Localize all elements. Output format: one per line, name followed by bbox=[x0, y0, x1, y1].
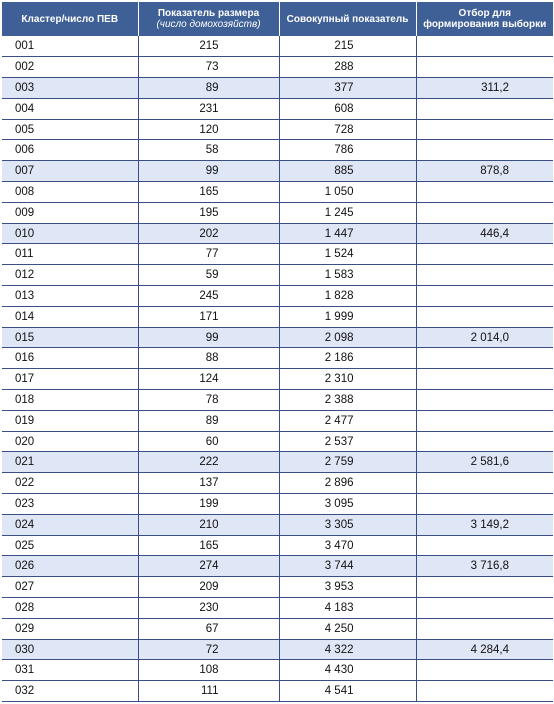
size-measure-cell: 274 bbox=[138, 556, 279, 577]
selection-value-cell bbox=[416, 410, 553, 431]
table-row bbox=[2, 514, 553, 535]
size-measure-cell: 199 bbox=[138, 494, 279, 515]
table-row bbox=[2, 36, 553, 57]
cumulative-measure-cell: 608 bbox=[279, 98, 416, 119]
size-measure-cell: 165 bbox=[138, 535, 279, 556]
cumulative-measure-cell: 2 896 bbox=[279, 473, 416, 494]
selection-value-cell bbox=[416, 473, 553, 494]
selection-value-cell bbox=[416, 369, 553, 390]
cumulative-measure-cell: 1 999 bbox=[279, 306, 416, 327]
size-measure-cell: 111 bbox=[138, 681, 279, 702]
table-row bbox=[2, 535, 553, 556]
cumulative-measure-cell: 3 305 bbox=[279, 514, 416, 535]
cumulative-measure-cell: 1 245 bbox=[279, 202, 416, 223]
table-body bbox=[2, 36, 553, 702]
cluster-id-cell: 020 bbox=[2, 431, 138, 452]
table-row bbox=[2, 306, 553, 327]
size-measure-cell: 222 bbox=[138, 452, 279, 473]
selection-value-cell bbox=[416, 598, 553, 619]
table-row bbox=[2, 618, 553, 639]
selection-value-cell bbox=[416, 390, 553, 411]
table-row bbox=[2, 390, 553, 411]
cumulative-measure-cell: 3 095 bbox=[279, 494, 416, 515]
cluster-id-cell: 027 bbox=[2, 577, 138, 598]
selection-value-cell: 446,4 bbox=[416, 223, 553, 244]
cluster-id-cell: 003 bbox=[2, 78, 138, 99]
selection-value-cell bbox=[416, 681, 553, 702]
cumulative-measure-cell: 288 bbox=[279, 57, 416, 78]
size-measure-cell: 215 bbox=[138, 36, 279, 57]
size-measure-cell: 72 bbox=[138, 639, 279, 660]
cluster-id-cell: 015 bbox=[2, 327, 138, 348]
size-measure-cell: 89 bbox=[138, 78, 279, 99]
cumulative-measure-cell: 728 bbox=[279, 119, 416, 140]
selection-value-cell bbox=[416, 57, 553, 78]
size-measure-cell: 230 bbox=[138, 598, 279, 619]
header-cumulative: Совокупный показатель bbox=[279, 2, 416, 36]
size-measure-cell: 67 bbox=[138, 618, 279, 639]
selection-value-cell bbox=[416, 306, 553, 327]
cumulative-measure-cell: 1 583 bbox=[279, 265, 416, 286]
size-measure-cell: 99 bbox=[138, 161, 279, 182]
selection-value-cell bbox=[416, 265, 553, 286]
cluster-id-cell: 013 bbox=[2, 286, 138, 307]
size-measure-cell: 77 bbox=[138, 244, 279, 265]
cumulative-measure-cell: 4 183 bbox=[279, 598, 416, 619]
size-measure-cell: 99 bbox=[138, 327, 279, 348]
selection-value-cell: 2 014,0 bbox=[416, 327, 553, 348]
table-row bbox=[2, 223, 553, 244]
size-measure-cell: 73 bbox=[138, 57, 279, 78]
selection-value-cell: 4 284,4 bbox=[416, 639, 553, 660]
cluster-id-cell: 021 bbox=[2, 452, 138, 473]
cluster-sampling-table bbox=[2, 2, 553, 702]
table-row bbox=[2, 78, 553, 99]
selection-value-cell bbox=[416, 119, 553, 140]
cluster-id-cell: 023 bbox=[2, 494, 138, 515]
table-row bbox=[2, 556, 553, 577]
header-row bbox=[2, 2, 553, 36]
size-measure-cell: 120 bbox=[138, 119, 279, 140]
cluster-id-cell: 004 bbox=[2, 98, 138, 119]
cluster-id-cell: 007 bbox=[2, 161, 138, 182]
selection-value-cell bbox=[416, 182, 553, 203]
size-measure-cell: 231 bbox=[138, 98, 279, 119]
size-measure-cell: 59 bbox=[138, 265, 279, 286]
table-row bbox=[2, 119, 553, 140]
table-row bbox=[2, 202, 553, 223]
cluster-id-cell: 029 bbox=[2, 618, 138, 639]
cumulative-measure-cell: 4 541 bbox=[279, 681, 416, 702]
header-cluster: Кластер/число ПЕВ bbox=[2, 2, 138, 36]
cumulative-measure-cell: 2 186 bbox=[279, 348, 416, 369]
selection-value-cell: 3 149,2 bbox=[416, 514, 553, 535]
table-row bbox=[2, 244, 553, 265]
cluster-id-cell: 018 bbox=[2, 390, 138, 411]
table-row bbox=[2, 327, 553, 348]
cluster-id-cell: 016 bbox=[2, 348, 138, 369]
size-measure-cell: 89 bbox=[138, 410, 279, 431]
cumulative-measure-cell: 2 477 bbox=[279, 410, 416, 431]
table-row bbox=[2, 410, 553, 431]
size-measure-cell: 245 bbox=[138, 286, 279, 307]
size-measure-cell: 108 bbox=[138, 660, 279, 681]
table-row bbox=[2, 161, 553, 182]
selection-value-cell bbox=[416, 660, 553, 681]
cluster-id-cell: 026 bbox=[2, 556, 138, 577]
cumulative-measure-cell: 1 050 bbox=[279, 182, 416, 203]
table-row bbox=[2, 639, 553, 660]
cumulative-measure-cell: 2 310 bbox=[279, 369, 416, 390]
cluster-id-cell: 010 bbox=[2, 223, 138, 244]
table-row bbox=[2, 598, 553, 619]
size-measure-cell: 60 bbox=[138, 431, 279, 452]
selection-value-cell bbox=[416, 618, 553, 639]
selection-value-cell bbox=[416, 431, 553, 452]
table-row bbox=[2, 452, 553, 473]
sampling-table-container bbox=[2, 2, 553, 702]
size-measure-cell: 137 bbox=[138, 473, 279, 494]
cumulative-measure-cell: 1 524 bbox=[279, 244, 416, 265]
size-measure-cell: 88 bbox=[138, 348, 279, 369]
cumulative-measure-cell: 377 bbox=[279, 78, 416, 99]
selection-value-cell bbox=[416, 140, 553, 161]
table-row bbox=[2, 369, 553, 390]
table-row bbox=[2, 577, 553, 598]
selection-value-cell bbox=[416, 577, 553, 598]
header-selection: Отбор для формирования выборки bbox=[416, 2, 553, 36]
size-measure-cell: 58 bbox=[138, 140, 279, 161]
selection-value-cell: 3 716,8 bbox=[416, 556, 553, 577]
cluster-id-cell: 031 bbox=[2, 660, 138, 681]
cumulative-measure-cell: 215 bbox=[279, 36, 416, 57]
cumulative-measure-cell: 4 430 bbox=[279, 660, 416, 681]
cluster-id-cell: 002 bbox=[2, 57, 138, 78]
cluster-id-cell: 008 bbox=[2, 182, 138, 203]
selection-value-cell bbox=[416, 494, 553, 515]
cumulative-measure-cell: 786 bbox=[279, 140, 416, 161]
selection-value-cell bbox=[416, 36, 553, 57]
table-row bbox=[2, 265, 553, 286]
cumulative-measure-cell: 4 250 bbox=[279, 618, 416, 639]
selection-value-cell: 2 581,6 bbox=[416, 452, 553, 473]
selection-value-cell bbox=[416, 286, 553, 307]
cumulative-measure-cell: 3 953 bbox=[279, 577, 416, 598]
cluster-id-cell: 009 bbox=[2, 202, 138, 223]
cumulative-measure-cell: 3 470 bbox=[279, 535, 416, 556]
selection-value-cell bbox=[416, 98, 553, 119]
table-row bbox=[2, 57, 553, 78]
cluster-id-cell: 030 bbox=[2, 639, 138, 660]
selection-value-cell bbox=[416, 535, 553, 556]
table-row bbox=[2, 98, 553, 119]
cumulative-measure-cell: 1 828 bbox=[279, 286, 416, 307]
selection-value-cell: 311,2 bbox=[416, 78, 553, 99]
table-row bbox=[2, 681, 553, 702]
cumulative-measure-cell: 2 098 bbox=[279, 327, 416, 348]
cluster-id-cell: 011 bbox=[2, 244, 138, 265]
cumulative-measure-cell: 885 bbox=[279, 161, 416, 182]
selection-value-cell bbox=[416, 202, 553, 223]
size-measure-cell: 195 bbox=[138, 202, 279, 223]
table-row bbox=[2, 348, 553, 369]
table-row bbox=[2, 286, 553, 307]
header-size bbox=[138, 2, 279, 36]
size-measure-cell: 165 bbox=[138, 182, 279, 203]
table-row bbox=[2, 660, 553, 681]
cluster-id-cell: 005 bbox=[2, 119, 138, 140]
cluster-id-cell: 001 bbox=[2, 36, 138, 57]
table-header bbox=[2, 2, 553, 36]
cumulative-measure-cell: 1 447 bbox=[279, 223, 416, 244]
cluster-id-cell: 017 bbox=[2, 369, 138, 390]
size-measure-cell: 124 bbox=[138, 369, 279, 390]
size-measure-cell: 209 bbox=[138, 577, 279, 598]
cumulative-measure-cell: 3 744 bbox=[279, 556, 416, 577]
table-row bbox=[2, 182, 553, 203]
size-measure-cell: 78 bbox=[138, 390, 279, 411]
table-row bbox=[2, 431, 553, 452]
size-measure-cell: 171 bbox=[138, 306, 279, 327]
cluster-id-cell: 022 bbox=[2, 473, 138, 494]
cluster-id-cell: 012 bbox=[2, 265, 138, 286]
header-size-label: Показатель размера bbox=[157, 8, 260, 19]
selection-value-cell bbox=[416, 244, 553, 265]
cluster-id-cell: 019 bbox=[2, 410, 138, 431]
table-row bbox=[2, 494, 553, 515]
cluster-id-cell: 025 bbox=[2, 535, 138, 556]
size-measure-cell: 202 bbox=[138, 223, 279, 244]
cluster-id-cell: 006 bbox=[2, 140, 138, 161]
cluster-id-cell: 032 bbox=[2, 681, 138, 702]
cumulative-measure-cell: 2 537 bbox=[279, 431, 416, 452]
size-measure-cell: 210 bbox=[138, 514, 279, 535]
cluster-id-cell: 024 bbox=[2, 514, 138, 535]
selection-value-cell: 878,8 bbox=[416, 161, 553, 182]
table-row bbox=[2, 140, 553, 161]
cumulative-measure-cell: 4 322 bbox=[279, 639, 416, 660]
cluster-id-cell: 014 bbox=[2, 306, 138, 327]
cumulative-measure-cell: 2 759 bbox=[279, 452, 416, 473]
header-size-note: (число домохозяйств) bbox=[156, 19, 261, 30]
table-row bbox=[2, 473, 553, 494]
cluster-id-cell: 028 bbox=[2, 598, 138, 619]
selection-value-cell bbox=[416, 348, 553, 369]
cumulative-measure-cell: 2 388 bbox=[279, 390, 416, 411]
